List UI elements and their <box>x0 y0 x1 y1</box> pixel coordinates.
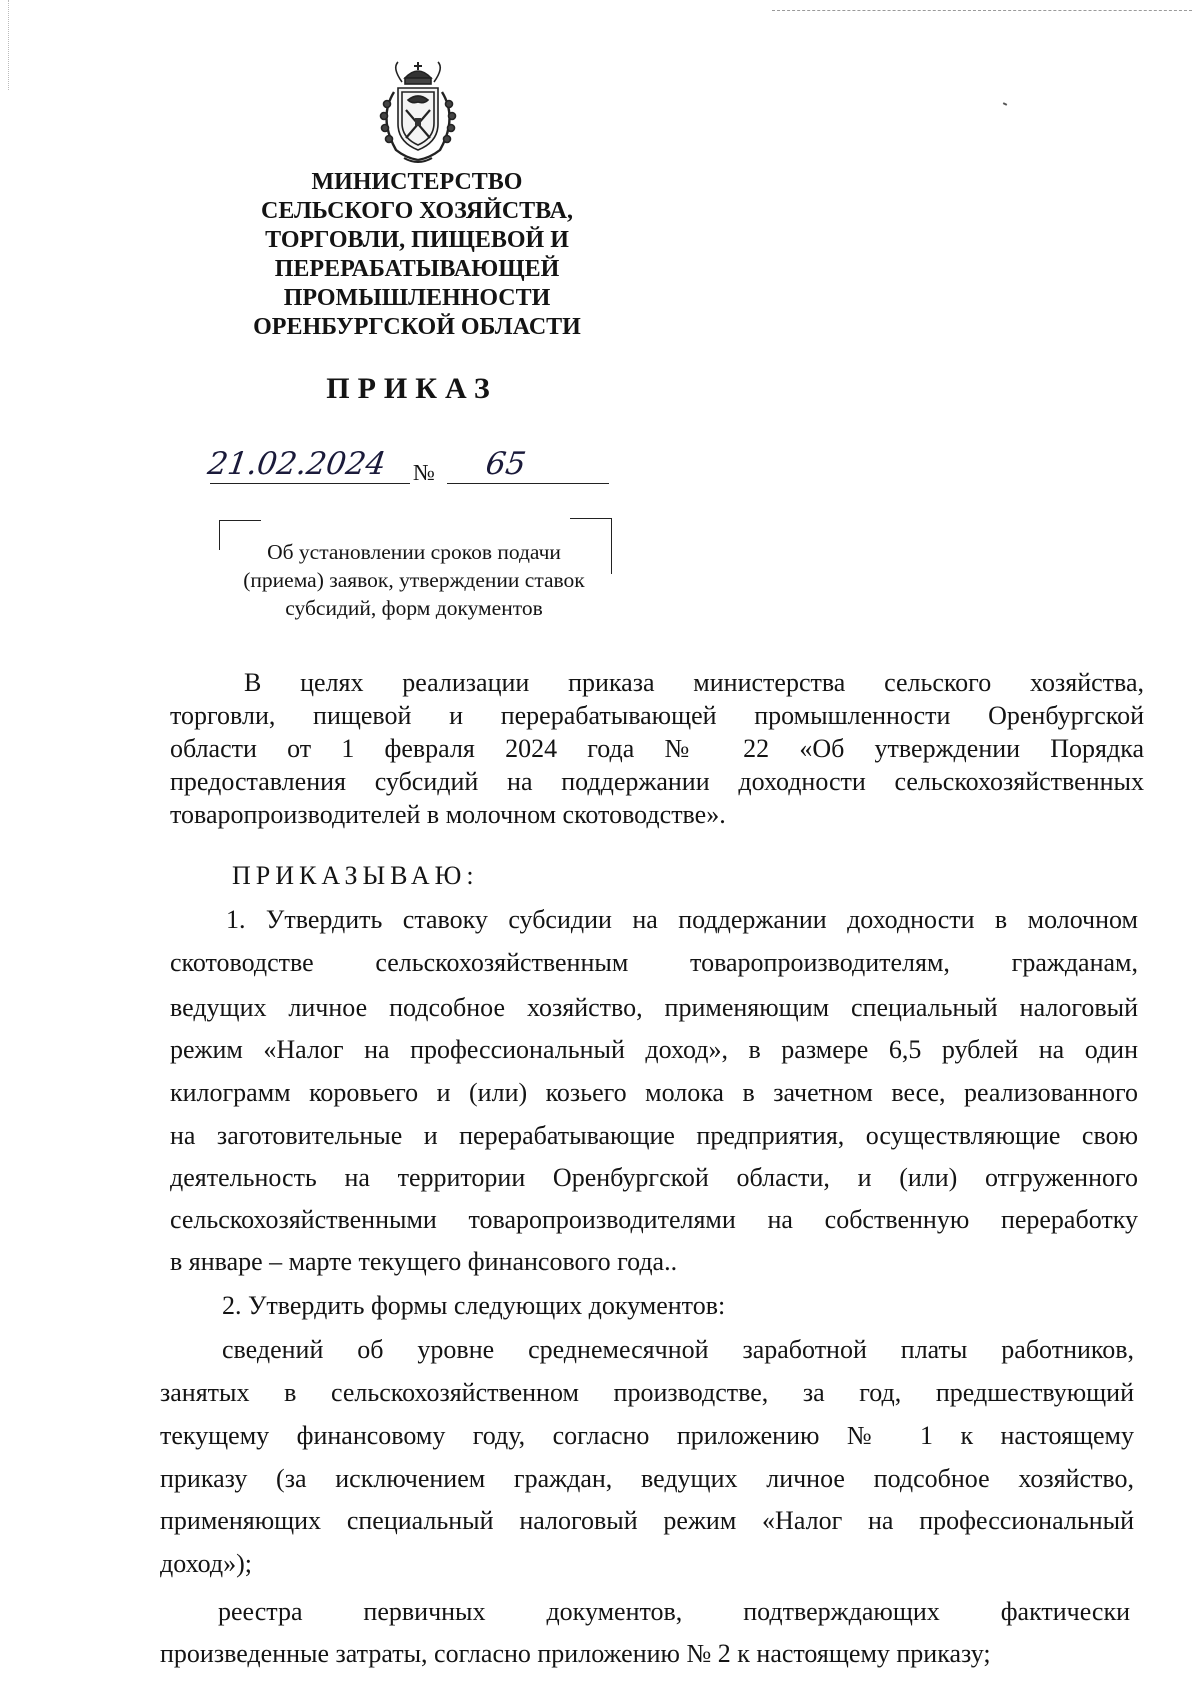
preamble-line: торговли, пищевой и перерабатывающей промышленности Оренбургской <box>170 701 1144 730</box>
item2a-line: доход»); <box>160 1549 252 1578</box>
item2a-line: приказу (за исключением граждан, ведущих личное подсобное хозяйство, <box>160 1464 1134 1493</box>
ministry-line: ПРОМЫШЛЕННОСТИ <box>283 285 551 311</box>
item2b-line: произведенные затраты, согласно приложению № 2 к настоящему приказу; <box>160 1639 991 1668</box>
corner-bracket <box>570 518 612 519</box>
preamble-line: области от 1 февраля 2024 года № 22 «Об утверждении Порядка <box>170 734 1144 763</box>
item1-line: деятельность на территории Оренбургской области, и (или) отгруженного <box>170 1163 1138 1192</box>
corner-bracket <box>611 518 612 574</box>
subject-line: Об установлении сроков подачи <box>267 540 561 564</box>
number-sign: № <box>413 460 435 485</box>
preamble-line: товаропроизводителей в молочном скотоводстве». <box>170 800 726 829</box>
item1-line: в январе – марте текущего финансового года.. <box>170 1247 678 1276</box>
corner-bracket <box>219 520 261 521</box>
subject-line: (приема) заявок, утверждении ставок <box>243 568 585 592</box>
item2a-line: сведений об уровне среднемесячной заработной платы работников, <box>222 1335 1134 1364</box>
item2a-line: занятых в сельскохозяйственном производстве, за год, предшествующий <box>160 1378 1134 1407</box>
order-date: 21.02.2024 <box>205 446 389 482</box>
item1-line: режим «Налог на профессиональный доход», в размере 6,5 рублей на один <box>170 1035 1138 1064</box>
ministry-line: СЕЛЬСКОГО ХОЗЯЙСТВА, <box>260 198 574 224</box>
item1-line: килограмм коровьего и (или) козьего молока в зачетном весе, реализованного <box>170 1078 1138 1107</box>
ministry-line: ТОРГОВЛИ, ПИЩЕВОЙ И <box>265 227 569 253</box>
preamble-line: предоставления субсидий на поддержании доходности сельскохозяйственных <box>170 767 1144 796</box>
ministry-name <box>212 168 622 342</box>
coat-of-arms-icon <box>372 58 464 168</box>
item2-title: 2. Утвердить формы следующих документов: <box>222 1291 726 1320</box>
document-type-title: ПРИКАЗ <box>326 372 498 405</box>
date-underline <box>210 483 410 484</box>
ministry-line: ОРЕНБУРГСКОЙ ОБЛАСТИ <box>253 314 581 340</box>
order-number: 65 <box>483 446 528 482</box>
item2b-line: реестра первичных документов, подтверждающих фактически <box>218 1597 1130 1626</box>
subject-line: субсидий, форм документов <box>285 596 543 620</box>
item1-line: ведущих личное подсобное хозяйство, применяющим специальный налоговый <box>170 993 1138 1022</box>
ministry-line: МИНИСТЕРСТВО <box>311 169 523 195</box>
item1-line: на заготовительные и перерабатывающие предприятия, осуществляющие свою <box>170 1121 1138 1150</box>
item1-line: 1. Утвердить ставоку субсидии на поддержании доходности в молочном <box>226 905 1138 934</box>
item2a-line: применяющих специальный налоговый режим «Налог на профессиональный <box>160 1506 1134 1535</box>
scan-speck <box>1003 102 1007 106</box>
order-word: ПРИКАЗЫВАЮ: <box>232 861 479 890</box>
order-subject <box>220 538 608 622</box>
item1-line: сельскохозяйственными товаропроизводителями на собственную переработку <box>170 1205 1138 1234</box>
preamble-line: В целях реализации приказа министерства сельского хозяйства, <box>244 668 1144 697</box>
item2a-line: текущему финансовому году, согласно приложению № 1 к настоящему <box>160 1421 1134 1450</box>
number-underline <box>447 483 609 484</box>
scan-edge-line <box>772 10 1192 11</box>
scan-edge-line-left <box>8 0 9 90</box>
ministry-line: ПЕРЕРАБАТЫВАЮЩЕЙ <box>274 256 560 282</box>
item1-line: скотоводстве сельскохозяйственным товаропроизводителям, гражданам, <box>170 948 1138 977</box>
